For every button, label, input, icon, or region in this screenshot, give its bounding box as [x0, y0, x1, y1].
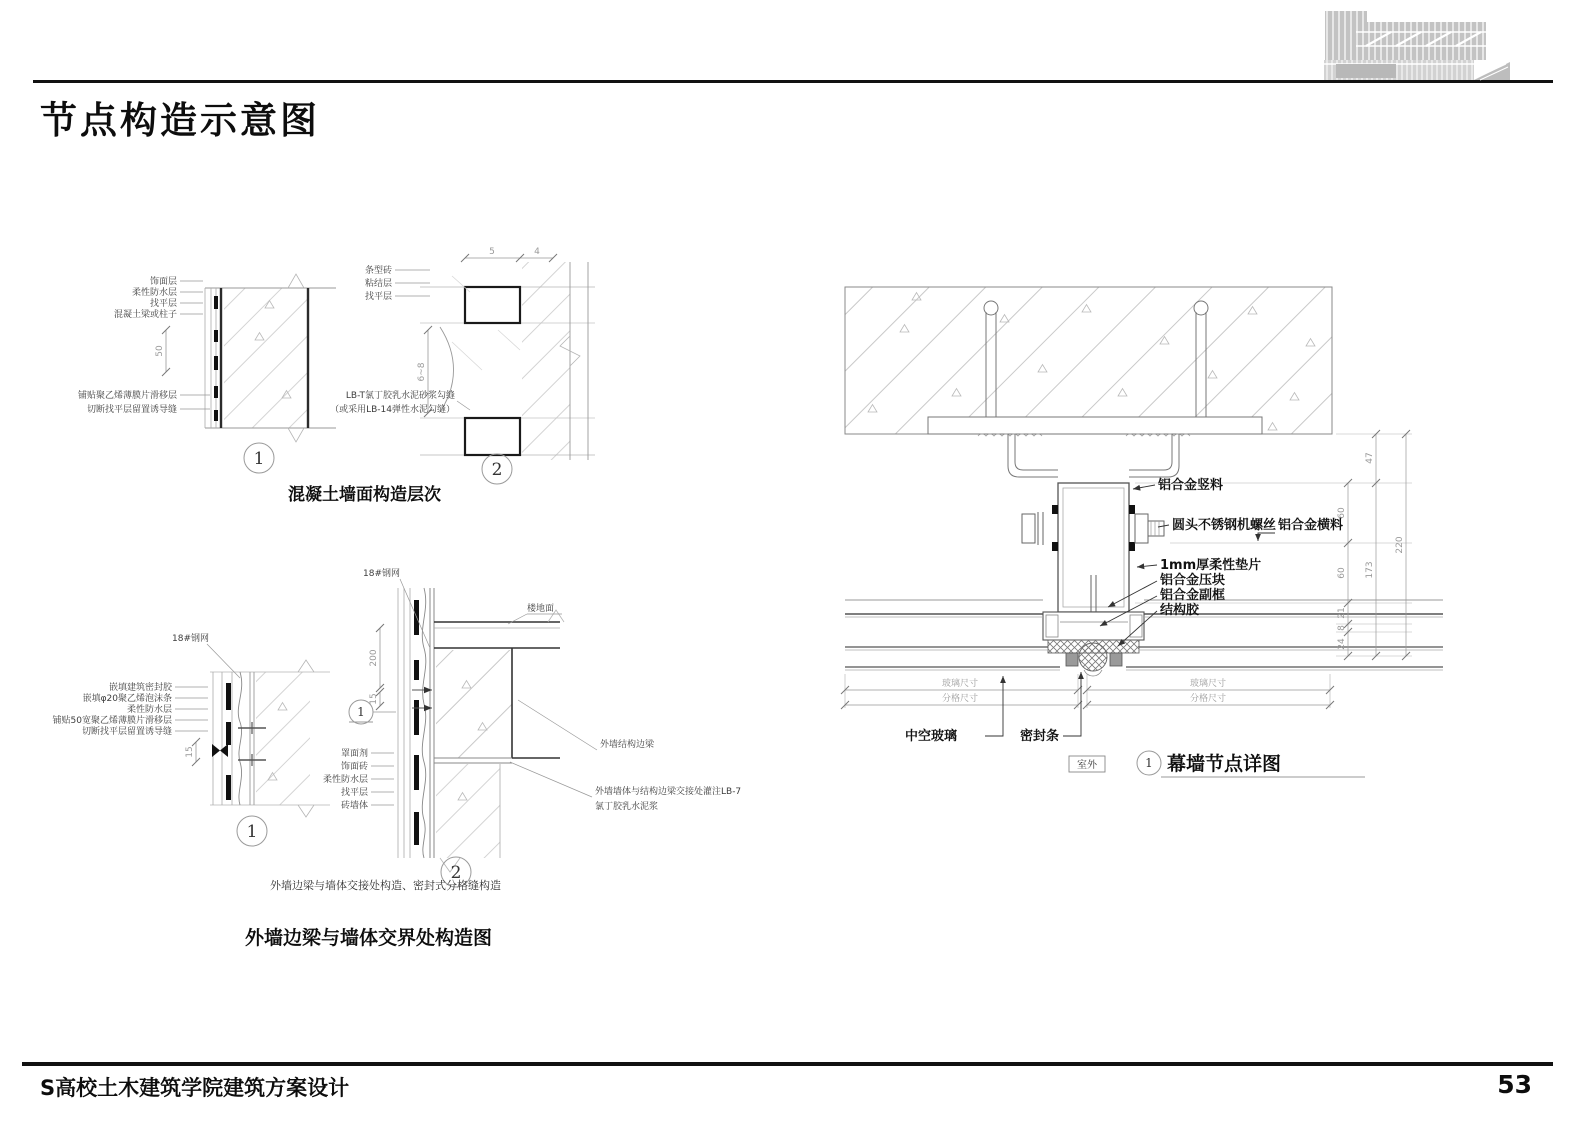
label-facing-tile: 饰面砖: [340, 762, 368, 772]
dim-47: 47: [1365, 452, 1375, 464]
label-al-clamp: 铝合金压块: [1160, 573, 1226, 588]
detail-number-1b: 1: [246, 822, 258, 842]
page-title: 节点构造示意图: [40, 99, 320, 142]
label-cut-leveling-seam-2: 切断找平层留置诱导缝: [81, 727, 172, 737]
label-pe-foam-strip: 嵌填φ20聚乙烯泡沫条: [82, 694, 172, 704]
label-leveling-layer: 找平层: [149, 299, 177, 309]
dim-6-8: 6~8: [417, 362, 427, 382]
footer-rule: [22, 1062, 1553, 1066]
detail-concrete-wall-1: [78, 274, 336, 473]
label-concrete-beam-column: 混凝土梁或柱子: [113, 310, 177, 320]
label-bonding-layer: 粘结层: [364, 279, 392, 289]
dim-glass-size-right: 玻璃尺寸: [1189, 679, 1227, 689]
dim-15-left: 15: [185, 746, 195, 758]
label-pe-film-slip-layer: 铺贴聚乙烯薄膜片滑移层: [77, 391, 177, 401]
ref-number-1: 1: [357, 705, 365, 719]
detail-number-2: 2: [491, 460, 503, 480]
label-al-mullion: 铝合金竖料: [1158, 478, 1224, 493]
label-outdoor: 室外: [1077, 760, 1097, 771]
label-flex-waterproof-3: 柔性防水层: [322, 775, 368, 785]
caption-concrete-wall: 混凝土墙面构造层次: [288, 485, 441, 505]
label-finish-layer: 饰面层: [149, 277, 177, 287]
label-sealant-fill: 嵌填建筑密封胶: [108, 683, 172, 693]
caption-edge-beam: 外墙边梁与墙体交界处构造图: [245, 927, 493, 949]
label-structural-sealant: 结构胶: [1160, 603, 1200, 618]
label-flex-waterproof: 柔性防水层: [131, 288, 177, 298]
footer-project-title: S高校土木建筑学院建筑方案设计: [40, 1076, 350, 1100]
label-surface-coating: 罩面剂: [340, 749, 368, 759]
label-steel-mesh-1: 18#钢网: [172, 634, 209, 644]
caption-curtain-wall: 幕墙节点详图: [1167, 753, 1282, 775]
dim-60b: 60: [1337, 567, 1347, 579]
label-insulated-glass: 中空玻璃: [905, 729, 958, 744]
detail-number-2b: 2: [450, 863, 462, 883]
dim-60a: 60: [1337, 507, 1347, 519]
detail-concrete-wall-2: [288, 247, 595, 505]
note-lb14-cement: （或采用LB-14弹性水泥勾缝）: [330, 405, 455, 415]
label-strip-brick: 条型砖: [364, 266, 392, 276]
label-cut-leveling-seam: 切断找平层留置诱导缝: [86, 405, 177, 415]
detail-edge-beam-1: [53, 632, 330, 846]
note-joint-grout-2: 氯丁胶乳水泥浆: [595, 802, 659, 812]
label-brick-wall: 砖墙体: [340, 801, 368, 811]
label-flex-waterproof-2: 柔性防水层: [126, 705, 172, 715]
dim-50: 50: [155, 345, 165, 357]
label-pe-film-50: 铺贴50宽聚乙烯薄膜片滑移层: [52, 716, 172, 726]
label-seal-strip: 密封条: [1020, 729, 1060, 744]
label-leveling-layer-2: 找平层: [364, 292, 392, 302]
detail-number-1: 1: [253, 449, 265, 469]
subcaption-edge-beam: 外墙边梁与墙体交接处构造、密封式分格缝构造: [270, 879, 501, 892]
dim-4: 4: [534, 247, 540, 257]
dim-21: 21: [1337, 607, 1347, 619]
label-al-transom: 铝合金横料: [1278, 518, 1344, 533]
label-leveling-layer-3: 找平层: [340, 788, 368, 798]
dim-173: 173: [1365, 561, 1375, 579]
dim-grid-size-right: 分格尺寸: [1189, 694, 1227, 704]
dim-glass-size-left: 玻璃尺寸: [941, 679, 979, 689]
label-steel-mesh-2: 18#钢网: [363, 569, 400, 579]
label-al-subframe: 铝合金副框: [1160, 588, 1226, 603]
dim-200: 200: [369, 649, 379, 667]
detail-curtain-wall: [841, 287, 1443, 777]
footer-page-number: 53: [1497, 1070, 1532, 1099]
detail-number-1c: 1: [1145, 756, 1153, 770]
dim-8: 8: [1337, 625, 1347, 631]
dim-24: 24: [1337, 638, 1347, 650]
detail-edge-beam-2: [245, 567, 741, 949]
label-flex-gasket: 1mm厚柔性垫片: [1160, 558, 1262, 573]
dim-grid-size-left: 分格尺寸: [941, 694, 979, 704]
label-structural-edge-beam: 外墙结构边梁: [600, 740, 655, 750]
dim-5: 5: [489, 247, 495, 257]
label-floor-surface: 楼地面: [527, 604, 555, 614]
note-joint-grout-1: 外墙墙体与结构边梁交接处灌注LB-7: [595, 787, 742, 797]
note-lbt-mortar: LB-T氯丁胶乳水泥砂浆勾缝: [345, 391, 455, 401]
dim-220: 220: [1395, 536, 1405, 554]
dim-15-mid: 15: [369, 693, 379, 705]
label-ss-screw: 圆头不锈钢机螺丝: [1172, 518, 1277, 533]
